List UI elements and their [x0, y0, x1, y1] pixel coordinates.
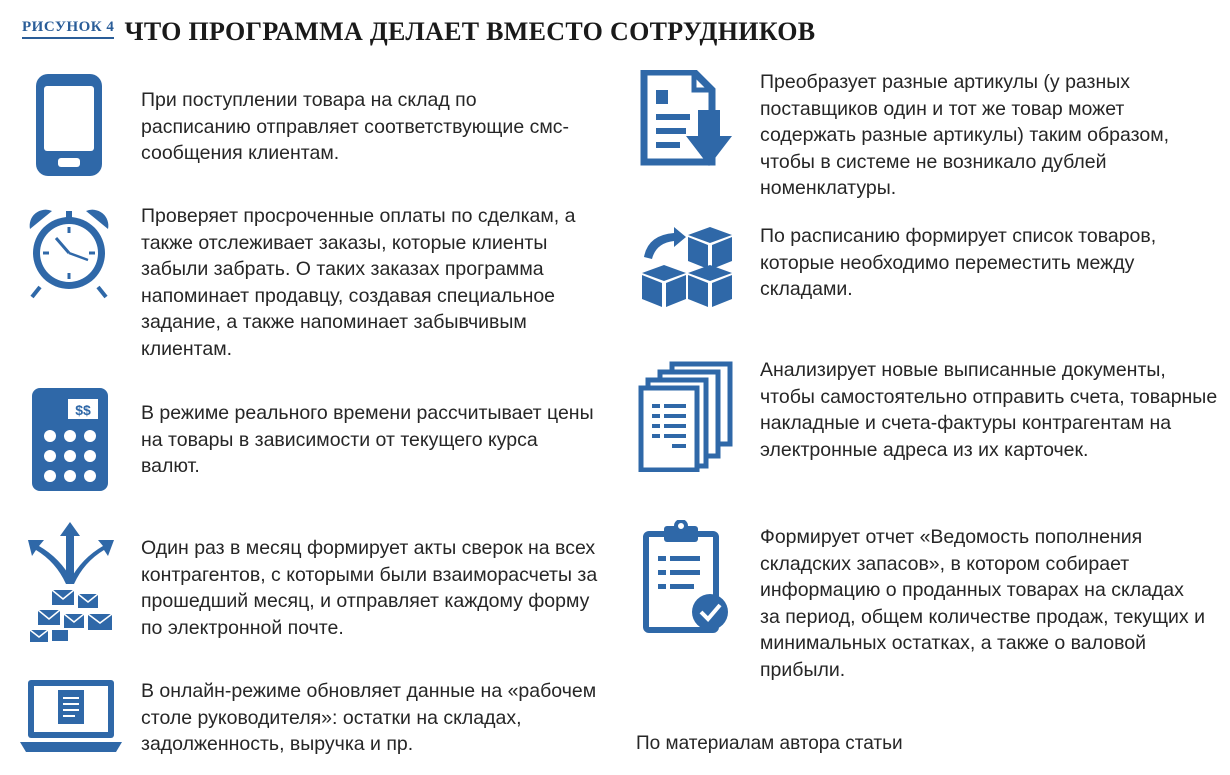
document-download-icon: [640, 70, 734, 168]
item-transfer-text: По расписанию формирует список товаров, которые необходимо переместить между складами.: [760, 225, 1157, 300]
item-sms-text: При поступлении товара на склад по расписанию отправляет соответствующие смс-сообщения клиентам.: [141, 89, 569, 164]
alarm-clock-icon: [26, 205, 112, 299]
figure-label: РИСУНОК 4: [22, 19, 114, 39]
source-note: По материалам автора статьи: [636, 733, 903, 754]
page-title: ЧТО ПРОГРАММА ДЕЛАЕТ ВМЕСТО СОТРУДНИКОВ: [124, 17, 816, 46]
documents-stack-icon: [638, 360, 736, 472]
item-articles-text: Преобразует разные артикулы (у разных поставщиков один и тот же товар может содержать разные артикулы) таким образом, чтобы в системе не возникало дублей номенклатуры.: [760, 71, 1170, 199]
item-documents-text: Анализирует новые выписанные документы, чтобы самостоятельно отправить счета, товарные накладные и счета-фактуры контрагентам на электронные адреса из их карточек.: [760, 359, 1218, 461]
item-dashboard-text: В онлайн-режиме обновляет данные на «рабочем столе руководителя»: остатки на складах, задолженность, выручка и пр.: [141, 680, 597, 755]
calculator-display: $$: [75, 402, 91, 418]
laptop-icon: [20, 678, 122, 754]
item-report-text: Формирует отчет «Ведомость пополнения складских запасов», в котором собирает информацию о проданных товарах на складах за период, общем количестве продаж, текущих и минимальных остатках, а также о валовой прибыли.: [760, 526, 1205, 681]
header: [22, 12, 815, 52]
envelopes-arrows-icon: [26, 522, 118, 644]
smartphone-icon: [34, 72, 106, 180]
item-payments-text: Проверяет просроченные оплаты по сделкам, а также отслеживает заказы, которые клиенты забыли забрать. О таких заказах программа напоминает продавцу, создавая специальное задание, а также напоминает забывчивым клиентам.: [141, 205, 576, 360]
clipboard-check-icon: [642, 520, 732, 634]
boxes-transfer-icon: [638, 225, 738, 309]
item-prices-text: В режиме реального времени рассчитывает цены на товары в зависимости от текущего курса валют.: [141, 402, 594, 477]
calculator-icon: [32, 388, 108, 491]
item-reconciliation-text: Один раз в месяц формирует акты сверок на всех контрагентов, с которыми были взаиморасчеты за прошедший месяц, и отправляет каждому форму по электронной почте.: [141, 537, 598, 639]
